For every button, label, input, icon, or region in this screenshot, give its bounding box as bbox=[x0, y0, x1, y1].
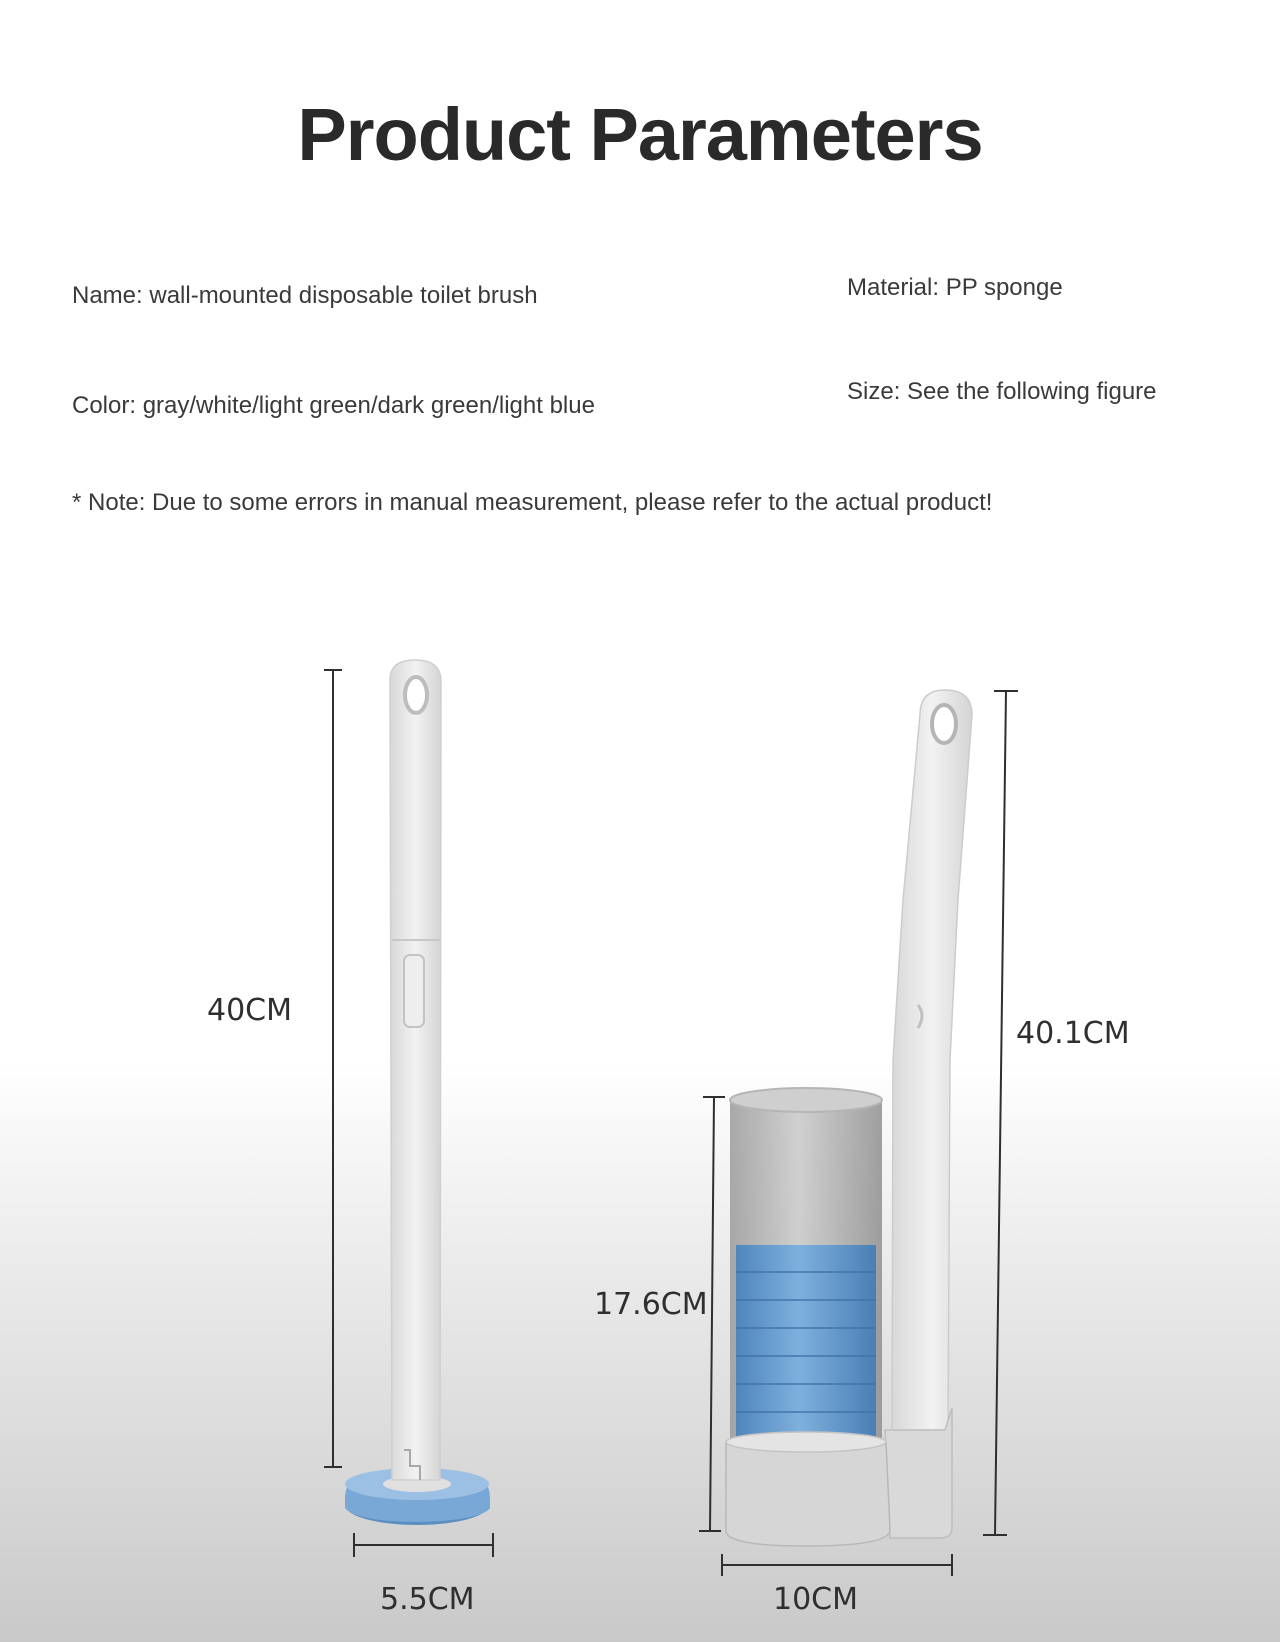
size-parameter: Size: See the following figure bbox=[847, 378, 1157, 405]
measurement-note: * Note: Due to some errors in manual measurement, please refer to the actual product! bbox=[72, 489, 993, 516]
container-height-label: 17.6CM bbox=[594, 1287, 708, 1322]
color-parameter: Color: gray/white/light green/dark green/light blue bbox=[72, 392, 595, 419]
brush-holder-illustration bbox=[726, 690, 972, 1546]
brush-length-label: 40CM bbox=[207, 993, 293, 1028]
base-width-label: 10CM bbox=[773, 1582, 859, 1617]
material-parameter: Material: PP sponge bbox=[847, 274, 1063, 301]
head-width-label: 5.5CM bbox=[380, 1582, 475, 1617]
page-title: Product Parameters bbox=[297, 93, 983, 176]
toilet-brush-illustration bbox=[345, 660, 490, 1525]
name-parameter: Name: wall-mounted disposable toilet brush bbox=[72, 282, 538, 309]
holder-height-label: 40.1CM bbox=[1016, 1016, 1130, 1051]
